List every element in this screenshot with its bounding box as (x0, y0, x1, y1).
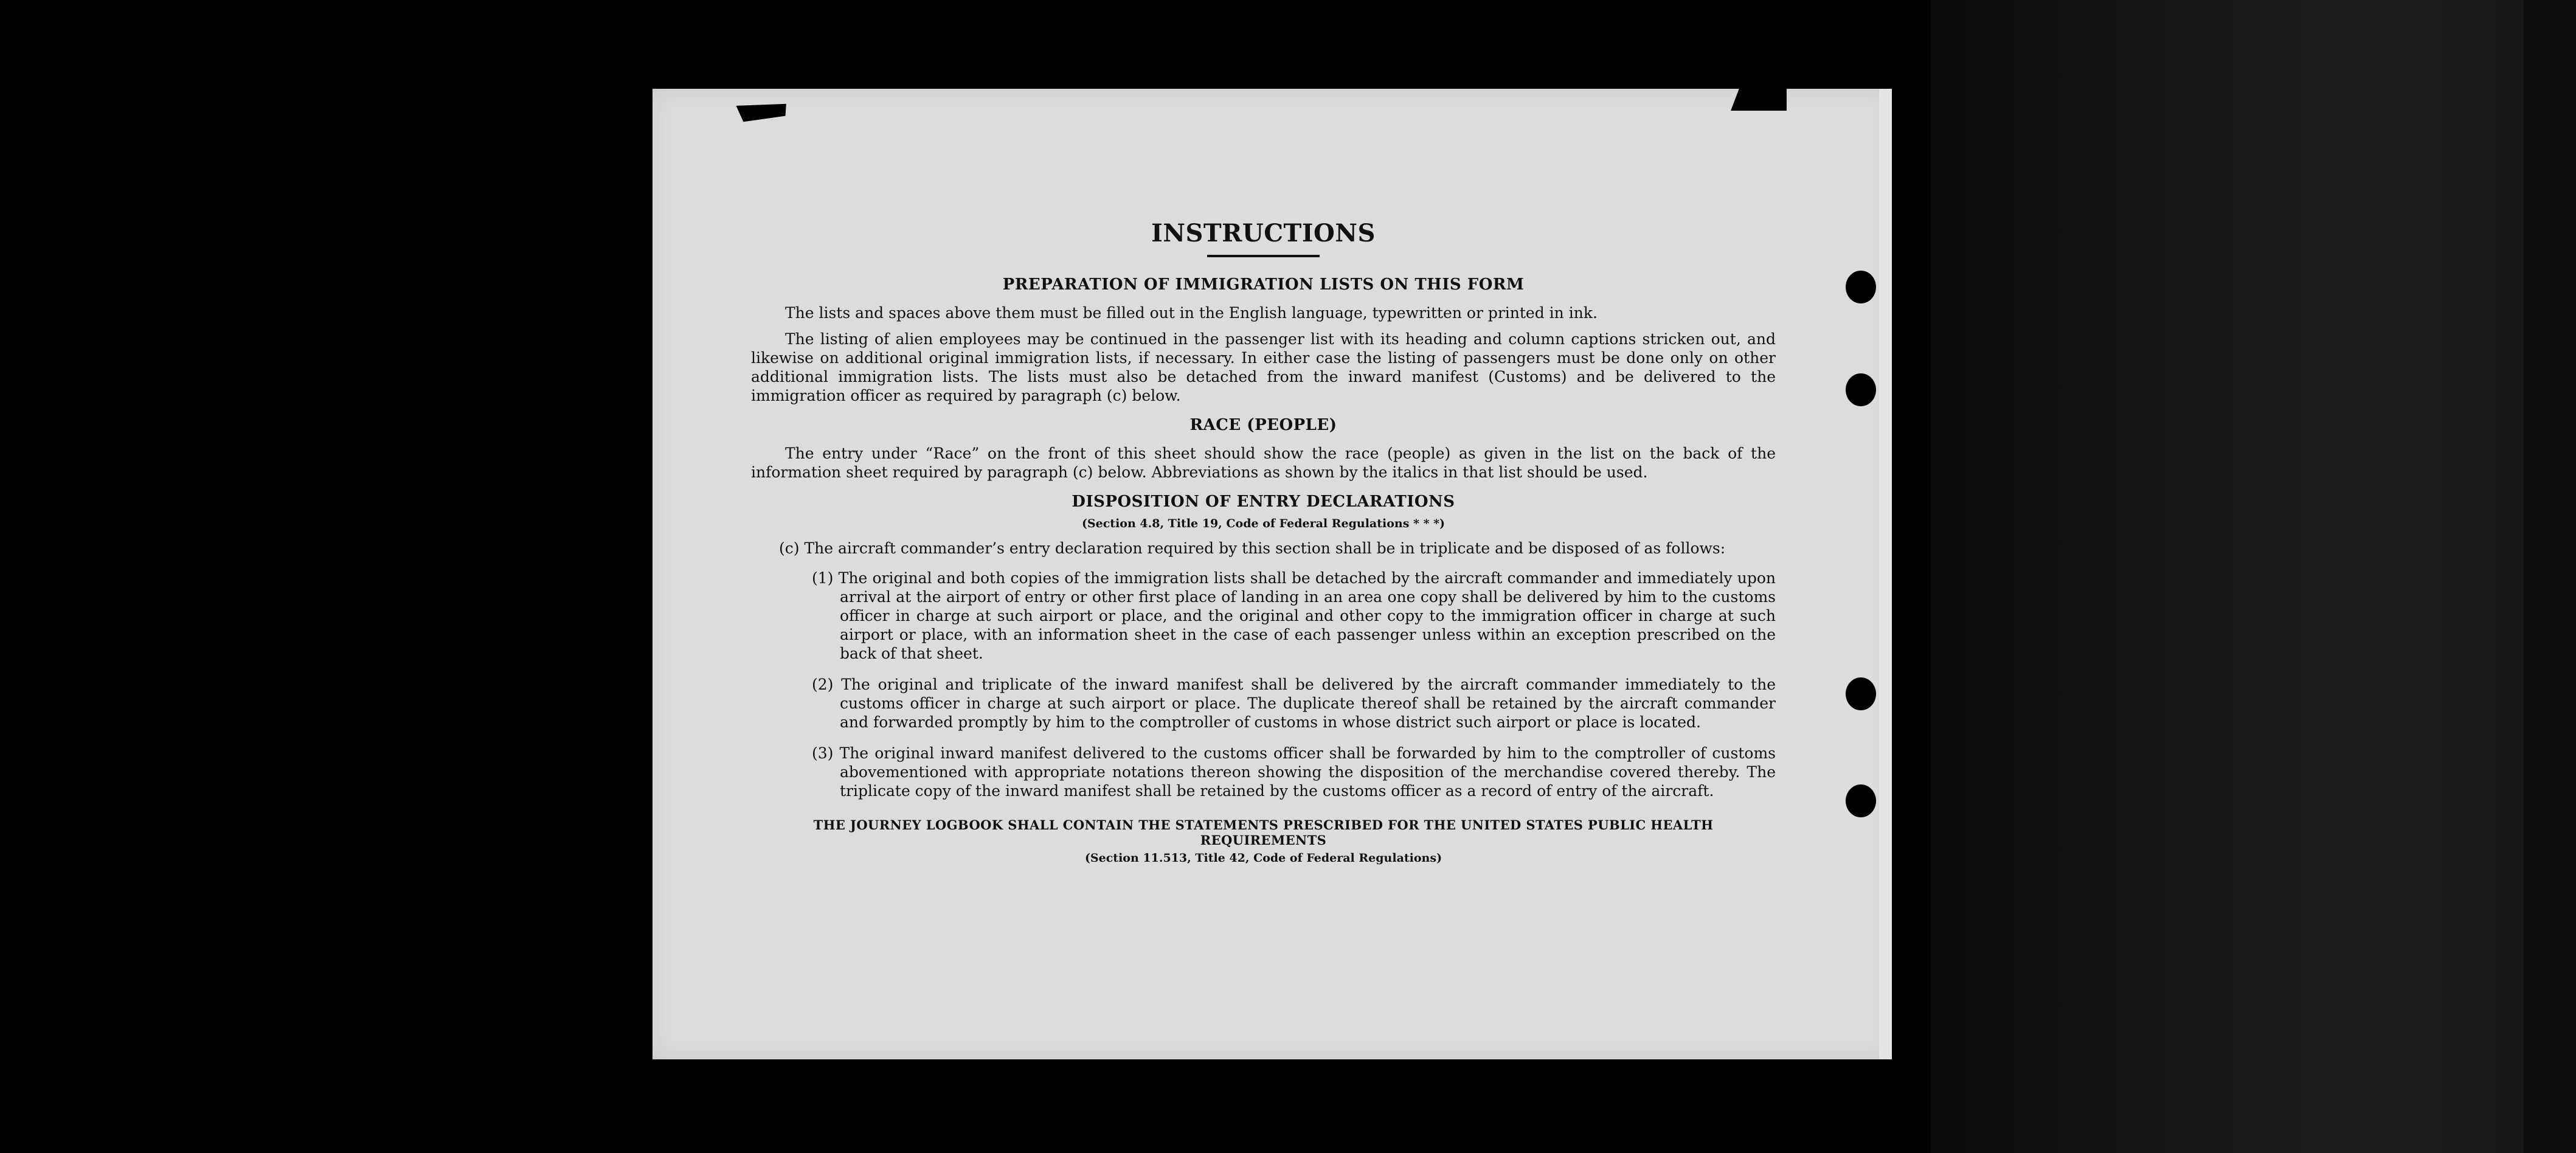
disposition-intro: (c) The aircraft commander’s entry declaration required by this section shall be in triplicate and be disposed of as follows: (779, 539, 1726, 557)
disposition-item-3: (3) The original inward manifest delivered to the customs officer shall be forwarded by him to the comptroller of customs abovementioned with appropriate notations thereon showing the disposition of the merchandise covered thereby. The triplicate copy of the inward manifest shall be retained by the customs officer as a record of entry of the aircraft. (812, 744, 1776, 800)
punch-hole (1846, 677, 1876, 710)
punch-hole (1846, 271, 1876, 303)
punch-hole (1846, 784, 1876, 817)
prep-paragraph-1: The lists and spaces above them must be filled out in the English language, typewritten or printed in ink. (785, 304, 1598, 322)
scanner-background-strip (1931, 0, 2576, 1153)
prep-paragraph-2: The listing of alien employees may be continued in the passenger list with its heading and column captions stricken out, and likewise on additional original immigration lists, if necessary. In either case the listing of passengers must be done only on other additional immigration lists. The lists must also be detached from the inward manifest (Customs) and be delivered to the immigration officer as required by paragraph (c) below. (751, 330, 1776, 404)
disposition-citation: (Section 4.8, Title 19, Code of Federal Regulations * * *) (1081, 517, 1446, 530)
race-paragraph: The entry under “Race” on the front of this sheet should show the race (people) as given in the list on the back of the information sheet required by paragraph (c) below. Abbreviations as shown by the italics in that list should be used. (751, 445, 1776, 481)
title-underline (1207, 255, 1320, 257)
disposition-heading: DISPOSITION OF ENTRY DECLARATIONS (1072, 493, 1455, 511)
document-title: INSTRUCTIONS (1151, 219, 1376, 248)
page-edge (1879, 89, 1892, 1059)
health-requirements-citation: (Section 11.513, Title 42, Code of Federal Regulations) (1084, 851, 1442, 865)
disposition-item-1: (1) The original and both copies of the immigration lists shall be detached by the aircraft commander and immediately upon arrival at the airport of entry or other first place of landing in an area one copy shall be delivered by him to the customs officer in charge at such airport or place, and the original and other copy to the immigration officer in charge at such airport or place, with an information sheet in the case of each passenger unless within an exception prescribed on the back of that sheet. (812, 569, 1776, 662)
document-content (751, 219, 1776, 865)
page-tear-right (1731, 89, 1787, 111)
punch-hole (1846, 373, 1876, 406)
disposition-item-2: (2) The original and triplicate of the inward manifest shall be delivered by the aircraft commander immediately to the customs officer in charge at such airport or place. The duplicate thereof shall be retained by the aircraft commander and forwarded promptly by him to the comptroller of customs in whose district such airport or place is located. (812, 676, 1776, 731)
scanner-edge (2524, 0, 2576, 1153)
health-requirements-note: THE JOURNEY LOGBOOK SHALL CONTAIN THE STATEMENTS PRESCRIBED FOR THE UNITED STATES PUBLIC HEALTH REQUIREMENTS (813, 817, 1714, 848)
prep-heading: PREPARATION OF IMMIGRATION LISTS ON THIS FORM (1002, 275, 1525, 294)
race-heading: RACE (PEOPLE) (1189, 416, 1337, 434)
